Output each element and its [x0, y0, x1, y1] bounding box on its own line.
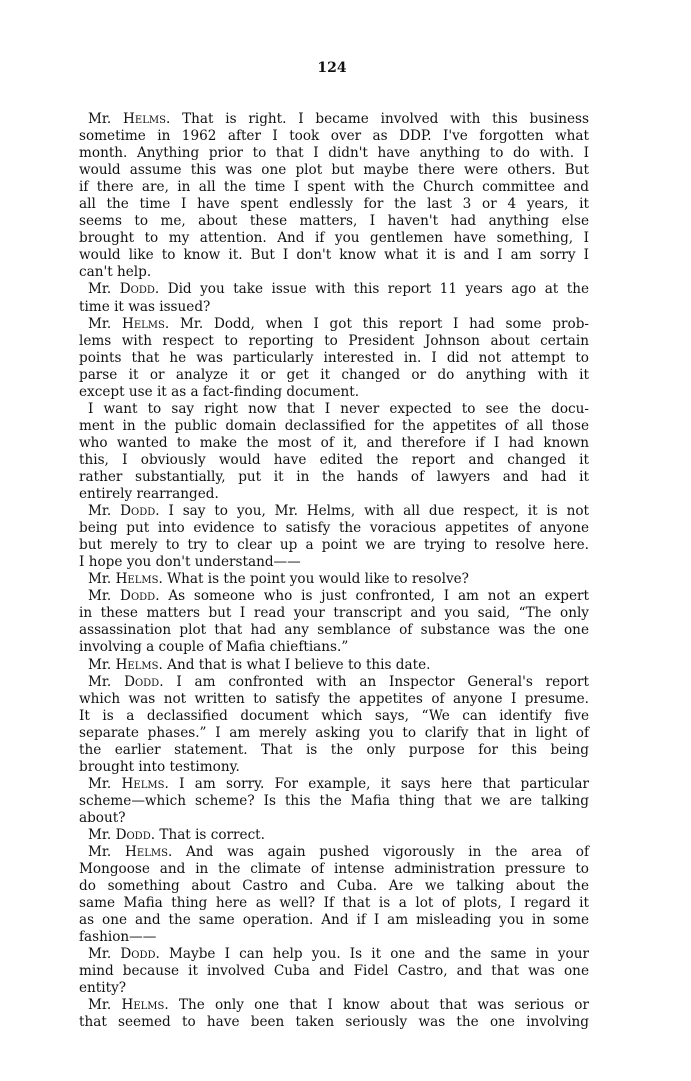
text-line [79, 281, 589, 298]
text-line [79, 435, 589, 452]
line-text: assassination plot that had any semblance of substance was the one [79, 622, 589, 639]
text-line [79, 776, 589, 793]
text-line [79, 725, 589, 742]
line-text: month. Anything prior to that I didn't have anything to do with. I [79, 145, 589, 162]
line-text: who wanted to make the most of it, and therefore if I had known [79, 434, 589, 451]
text-line [79, 264, 589, 281]
text-line [79, 657, 589, 674]
speaker-name: Mr. Helms. [88, 571, 168, 588]
line-text: I say to you, Mr. Helms, with all due respect, it is not [168, 503, 589, 520]
text-line [79, 486, 589, 503]
line-text: that seemed to have been taken seriously was the one involving [79, 1014, 589, 1031]
transcript-paragraph [79, 401, 589, 503]
line-text: lems with respect to reporting to President Johnson about certain [79, 332, 589, 349]
text-line [79, 793, 589, 810]
text-line [79, 605, 589, 622]
text-line [79, 230, 589, 247]
transcript-paragraph [79, 946, 589, 997]
line-text: can't help. [79, 264, 152, 281]
transcript-body [79, 111, 589, 1032]
line-text: What is the point you would like to resolve? [167, 571, 469, 588]
line-text: would like to know it. But I don't know what it is and I am sorry I [79, 247, 589, 264]
line-text: same Mafia thing here as well? If that is a lot of plots, I regard it [79, 895, 589, 912]
line-text: That is right. I became involved with this business [182, 111, 589, 127]
transcript-paragraph [79, 657, 589, 674]
line-text: It is a declassified document which says, “We can identify five [79, 707, 589, 724]
speaker-name: Mr. Helms. [88, 111, 183, 127]
transcript-paragraph [79, 588, 589, 656]
line-text: And was again pushed vigorously in the area of [186, 844, 589, 861]
line-text: I hope you don't understand—— [79, 554, 301, 571]
speaker-name: Mr. Dodd. [88, 673, 177, 690]
line-text: That is correct. [159, 826, 265, 843]
text-line [79, 742, 589, 759]
line-text: separate phases.” I am merely asking you to clarify that in light of [79, 724, 589, 741]
line-text: scheme—which scheme? Is this the Mafia thing that we are talking [79, 792, 589, 809]
line-text: parse it or analyze it or get it changed or do anything with it [79, 366, 589, 383]
line-text: in these matters but I read your transcript and you said, “The only [79, 605, 589, 622]
speaker-name: Mr. Helms. [88, 997, 179, 1014]
line-text: I want to say right now that I never expected to see the docu- [88, 400, 589, 417]
line-text: points that he was particularly interested in. I did not attempt to [79, 349, 589, 366]
line-text: I am sorry. For example, it says here that particular [179, 775, 589, 792]
text-line [79, 384, 589, 401]
transcript-paragraph [79, 503, 589, 571]
text-line [79, 367, 589, 384]
line-text: involving a couple of Mafia chieftians.” [79, 639, 349, 656]
text-line [79, 708, 589, 725]
line-text: which was not written to satisfy the appetites of anyone I presume. [79, 690, 589, 707]
text-line [79, 401, 589, 418]
text-line [79, 929, 589, 946]
line-text: Maybe I can help you. Is it one and the same in your [169, 946, 589, 963]
line-text: The only one that I know about that was serious or [178, 997, 589, 1014]
speaker-name: Mr. Helms. [88, 775, 180, 792]
text-line [79, 571, 589, 588]
line-text: mind because it involved Cuba and Fidel Castro, and that was one [79, 963, 589, 980]
text-line [79, 912, 589, 929]
text-line [79, 674, 589, 691]
line-text: rather substantially, put it in the hands of lawyers and had it [79, 468, 589, 485]
line-text: this, I obviously would have edited the report and changed it [79, 451, 589, 468]
line-text: would assume this was one plot but maybe there were others. But [79, 162, 589, 179]
line-text: And that is what I believe to this date. [167, 656, 431, 673]
text-line [79, 196, 589, 213]
speaker-name: Mr. Helms. [88, 844, 187, 861]
transcript-paragraph [79, 674, 589, 776]
page-number: 124 [317, 60, 347, 76]
transcript-paragraph [79, 997, 589, 1031]
transcript-paragraph [79, 281, 589, 315]
text-line [79, 418, 589, 435]
line-text: sometime in 1962 after I took over as DDP. I've forgotten what [79, 128, 589, 145]
line-text: about? [79, 809, 126, 826]
text-line [79, 997, 589, 1014]
text-line [79, 299, 589, 316]
text-line [79, 963, 589, 980]
text-line [79, 247, 589, 264]
line-text: entity? [79, 980, 127, 997]
text-line [79, 980, 589, 997]
line-text: seems to me, about these matters, I haven't had anything else [79, 213, 589, 230]
line-text: As someone who is just confronted, I am not an expert [168, 588, 589, 605]
text-line [79, 622, 589, 639]
line-text: I am confronted with an Inspector General's report [176, 673, 589, 690]
text-line [79, 691, 589, 708]
line-text: if there are, in all the time I spent with the Church committee and [79, 179, 589, 196]
line-text: being put into evidence to satisfy the voracious appetites of anyone [79, 520, 589, 537]
line-text: except use it as a fact-finding document. [79, 383, 360, 400]
line-text: all the time I have spent endlessly for the last 3 or 4 years, it [79, 196, 589, 213]
speaker-name: Mr. Helms. [88, 656, 168, 673]
text-line [79, 162, 589, 179]
text-line [79, 895, 589, 912]
line-text: brought to my attention. And if you gentlemen have something, I [79, 230, 589, 247]
line-text: ment in the public domain declassified for the appetites of all those [79, 417, 589, 434]
text-line [79, 554, 589, 571]
transcript-paragraph [79, 844, 589, 946]
line-text: time it was issued? [79, 298, 211, 315]
line-text: entirely rearranged. [79, 486, 219, 503]
transcript-paragraph [79, 776, 589, 827]
text-line [79, 946, 589, 963]
line-text: Did you take issue with this report 11 years ago at the [167, 281, 589, 298]
speaker-name: Mr. Helms. [88, 315, 180, 332]
text-line [79, 213, 589, 230]
speaker-name: Mr. Dodd. [88, 588, 169, 605]
speaker-name: Mr. Dodd. [88, 826, 160, 843]
line-text: fashion—— [79, 929, 157, 946]
text-line [79, 844, 589, 861]
text-line [79, 452, 589, 469]
speaker-name: Mr. Dodd. [88, 281, 168, 298]
text-line [79, 1014, 589, 1031]
transcript-paragraph [79, 111, 589, 281]
text-line [79, 759, 589, 776]
text-line [79, 827, 589, 844]
text-line [79, 128, 589, 145]
line-text: the earlier statement. That is the only purpose for this being [79, 741, 589, 758]
transcript-paragraph [79, 827, 589, 844]
text-line [79, 861, 589, 878]
text-line [79, 810, 589, 827]
line-text: Mongoose and in the climate of intense administration pressure to [79, 861, 589, 878]
line-text: as one and the same operation. And if I am misleading you in some [79, 912, 589, 929]
text-line [79, 333, 589, 350]
text-line [79, 316, 589, 333]
text-line [79, 111, 589, 128]
speaker-name: Mr. Dodd. [88, 946, 169, 963]
text-line [79, 588, 589, 605]
text-line [79, 179, 589, 196]
text-line [79, 520, 589, 537]
speaker-name: Mr. Dodd. [88, 503, 169, 520]
transcript-paragraph [79, 316, 589, 401]
text-line [79, 639, 589, 656]
text-line [79, 350, 589, 367]
text-line [79, 503, 589, 520]
line-text: but merely to try to clear up a point we are trying to resolve here. [79, 537, 589, 554]
text-line [79, 878, 589, 895]
line-text: do something about Castro and Cuba. Are we talking about the [79, 878, 589, 895]
text-line [79, 145, 589, 162]
line-text: brought into testimony. [79, 758, 240, 775]
transcript-paragraph [79, 571, 589, 588]
text-line [79, 469, 589, 486]
line-text: Mr. Dodd, when I got this report I had some prob- [179, 315, 589, 332]
text-line [79, 537, 589, 554]
